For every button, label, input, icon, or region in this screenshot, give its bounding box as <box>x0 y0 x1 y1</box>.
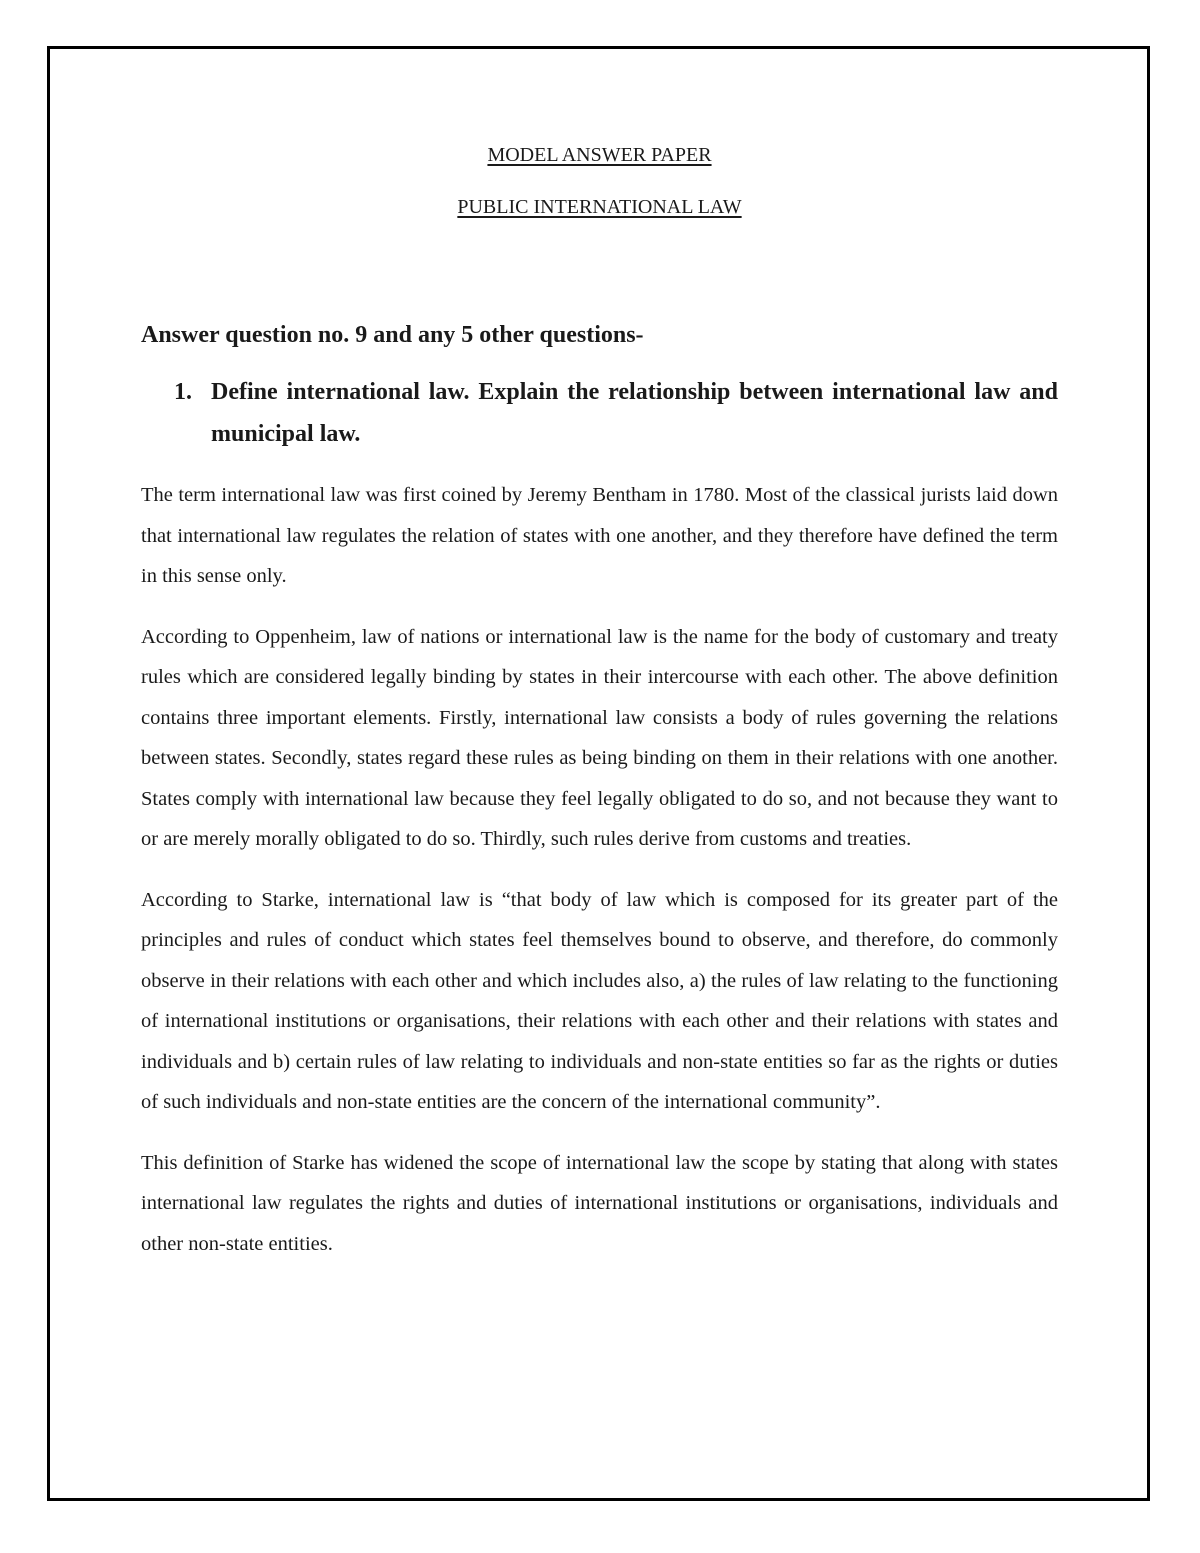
answer-paragraph: According to Starke, international law is “that body of law which is composed for its greater part of the principles and rules of conduct which states feel themselves bound to observe, and therefore, do commonly observe in their relations with each other and which includes also, a) the rules of law relating to the functioning of international institutions or organisations, their relations with each other and their relations with states and individuals and b) certain rules of law relating to individuals and non-state entities so far as the rights or duties of such individuals and non-state entities are the concern of the international community”. <box>141 888 1058 1113</box>
answer-paragraph: The term international law was first coined by Jeremy Bentham in 1780. Most of the classical jurists laid down that international law regulates the relation of states with one another, and they therefore have defined the term in this sense only. <box>141 484 1058 587</box>
document-body <box>141 138 1058 1264</box>
question-item <box>141 371 1058 455</box>
question-text: Define international law. Explain the relationship between international law and municipal law. <box>211 379 1058 447</box>
exam-instruction: Answer question no. 9 and any 5 other questions- <box>141 322 644 348</box>
answer-paragraph: This definition of Starke has widened the scope of international law the scope by stating that along with states international law regulates the rights and duties of international institutions or organisations, individuals and other non-state entities. <box>141 1151 1058 1255</box>
answer-paragraph: According to Oppenheim, law of nations or international law is the name for the body of customary and treaty rules which are considered legally binding by states in their intercourse with each other. The above definition contains three important elements. Firstly, international law consists a body of rules governing the relations between states. Secondly, states regard these rules as being binding on them in their relations with one another. States comply with international law because they feel legally obligated to do so, and not because they want to or are merely morally obligated to do so. Thirdly, such rules derive from customs and treaties. <box>141 625 1058 850</box>
document-title: MODEL ANSWER PAPER <box>487 144 712 166</box>
question-number: 1. <box>174 379 192 405</box>
document-subtitle: PUBLIC INTERNATIONAL LAW <box>457 196 742 218</box>
